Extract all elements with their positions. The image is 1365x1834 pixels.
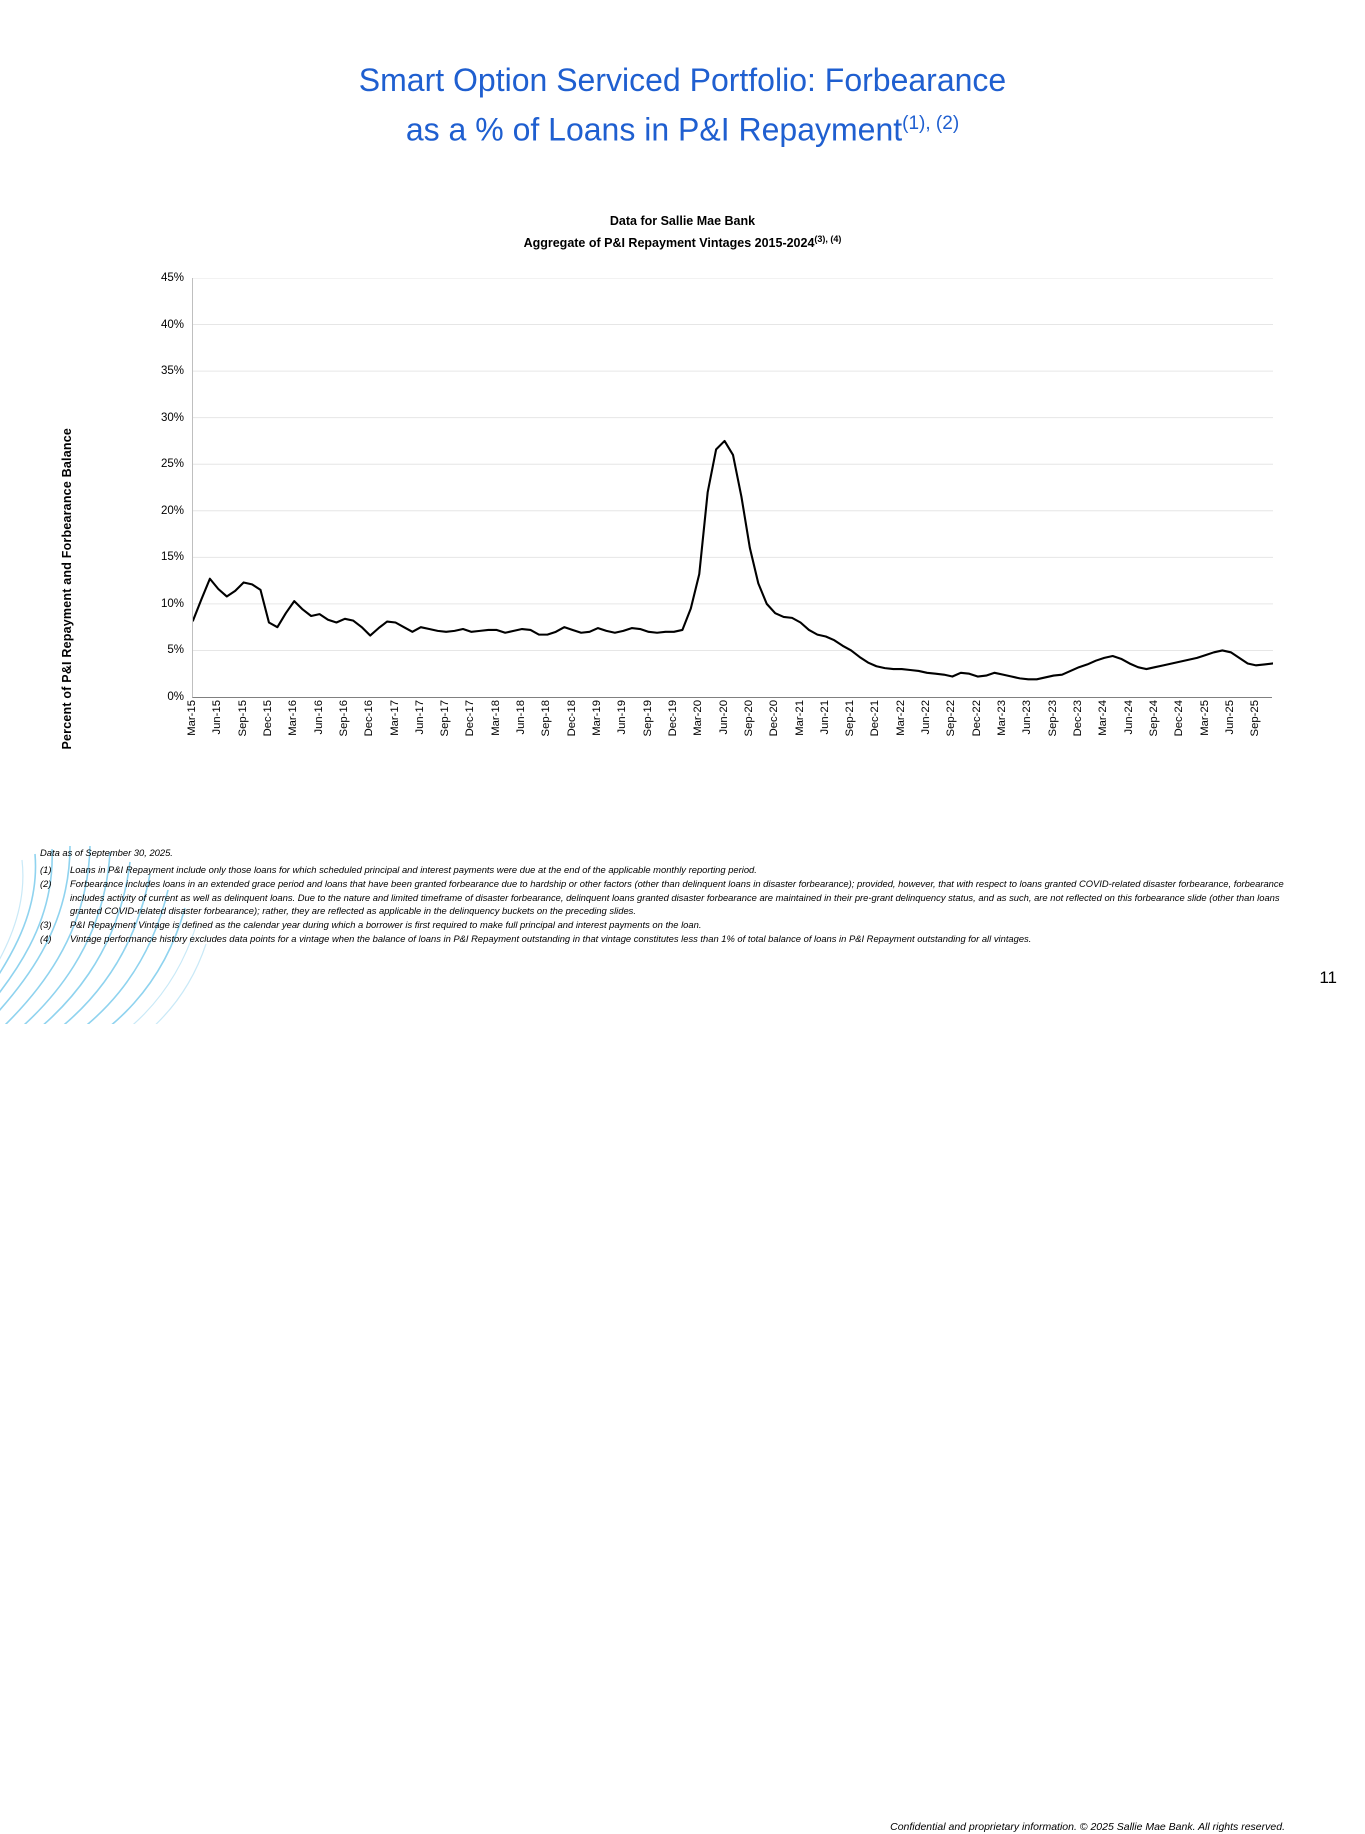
footnote-text: Forbearance includes loans in an extended grace period and loans that have been granted forbearance due to hardship or other factors (other than delinquent loans in disaster forbearance); provided, however, that with respect to loans granted COVID-related disaster forbearance, forbearance includes activity of current as well as delinquent loans. Due to the nature and limited timeframe of disaster forbearance, delinquent loans granted disaster forbearance are maintained in their pre-grant delinquency status, and as such, are not reflected on this forbearance slide (other than loans granted COVID-related disaster forbearance); rather, they are reflected as applicable in the delinquency buckets on the preceding slides. (70, 878, 1284, 916)
y-tick-label: 15% (160, 551, 184, 564)
footnote-item (40, 918, 1285, 931)
footnote-lead: Data as of September 30, 2025. (40, 847, 173, 858)
series-svg (193, 278, 1273, 697)
x-tick-label: Jun-17 (413, 700, 426, 735)
title-line-2-text: as a % of Loans in P&I Repayment (405, 111, 903, 148)
y-axis-tick-labels (130, 272, 188, 703)
x-tick-label: Dec-16 (363, 700, 376, 737)
chart-title: Data for Sallie Mae Bank (609, 214, 756, 228)
x-tick-label: Dec-17 (464, 700, 477, 737)
x-tick-label: Jun-20 (717, 700, 730, 735)
x-tick-label: Mar-22 (894, 700, 907, 736)
x-tick-label: Dec-19 (666, 700, 679, 737)
footnote-item (40, 863, 1285, 876)
x-tick-label: Sep-17 (439, 700, 452, 737)
y-tick-label: 5% (167, 644, 184, 657)
x-tick-label: Jun-16 (312, 700, 325, 735)
x-tick-label: Mar-20 (692, 700, 705, 736)
title-footnote-marker: (1), (2) (902, 113, 960, 134)
forbearance-series-line (193, 441, 1273, 679)
gridlines (193, 278, 1273, 650)
footnote-item (40, 932, 1285, 945)
x-tick-label: Mar-18 (489, 700, 502, 736)
y-tick-label: 10% (160, 597, 184, 610)
x-tick-label: Sep-25 (1249, 700, 1262, 737)
page-title (0, 58, 1365, 152)
title-line-2 (0, 102, 1365, 152)
footnote-marker: (3) (40, 919, 52, 931)
y-axis-title: Percent of P&I Repayment and Forbearance Balance (60, 428, 74, 750)
y-tick-label: 45% (160, 272, 184, 284)
x-tick-label: Dec-22 (970, 700, 983, 737)
x-tick-label: Mar-23 (996, 700, 1008, 736)
x-tick-label: Jun-18 (515, 700, 528, 735)
x-tick-label: Sep-24 (1147, 700, 1160, 737)
x-tick-label: Dec-15 (261, 700, 274, 737)
footnote-text: P&I Repayment Vintage is defined as the calendar year during which a borrower is first required to make full principal and interest payments on the loan. (70, 919, 702, 931)
x-tick-label: Jun-25 (1223, 700, 1236, 735)
y-tick-label: 0% (167, 691, 184, 703)
x-tick-label: Sep-21 (844, 700, 857, 737)
x-tick-label: Sep-20 (742, 700, 755, 737)
y-tick-label: 35% (160, 365, 184, 378)
x-tick-label: Mar-15 (186, 700, 198, 736)
x-tick-label: Dec-20 (768, 700, 781, 737)
x-tick-label: Dec-18 (565, 700, 578, 737)
chart-subtitle-row (0, 230, 1365, 252)
footnote-text: Loans in P&I Repayment include only those loans for which scheduled principal and interest payments were due at the end of the applicable monthly reporting period. (70, 864, 757, 876)
x-tick-label: Jun-15 (211, 700, 224, 735)
x-tick-label: Sep-18 (540, 700, 553, 737)
x-tick-label: Mar-16 (287, 700, 300, 736)
y-tick-label: 20% (160, 504, 184, 517)
x-axis-tick-labels (186, 700, 1272, 770)
x-tick-label: Dec-24 (1173, 700, 1186, 737)
x-tick-label: Sep-15 (236, 700, 249, 737)
x-tick-label: Dec-23 (1071, 700, 1084, 737)
footnote-marker: (2) (40, 878, 52, 890)
x-tick-label: Sep-19 (641, 700, 654, 737)
x-tick-label: Jun-23 (1021, 700, 1034, 735)
footnote-marker: (1) (40, 864, 52, 876)
x-tick-label: Sep-23 (1046, 700, 1059, 737)
x-tick-label: Mar-24 (1097, 700, 1110, 736)
x-tick-label: Mar-21 (793, 700, 806, 736)
x-tick-label: Dec-21 (869, 700, 882, 737)
x-tick-label: Sep-22 (945, 700, 958, 737)
title-line-1: Smart Option Serviced Portfolio: Forbearance (358, 62, 1007, 98)
x-tick-label: Jun-22 (920, 700, 933, 735)
y-tick-label: 25% (160, 458, 184, 471)
page-number: 11 (1319, 968, 1337, 987)
y-tick-label: 40% (160, 318, 184, 331)
chart-subtitle: Aggregate of P&I Repayment Vintages 2015-2024 (523, 236, 815, 251)
chart-heading (0, 212, 1365, 252)
x-tick-label: Jun-21 (818, 700, 831, 735)
x-tick-label: Jun-19 (616, 700, 629, 735)
x-tick-label: Jun-24 (1122, 700, 1135, 735)
x-tick-label: Mar-19 (591, 700, 603, 736)
footnote-marker: (4) (40, 933, 52, 945)
x-tick-label: Sep-16 (337, 700, 350, 737)
chart (60, 272, 1310, 768)
plot-area (192, 278, 1272, 698)
footnote-item (40, 877, 1285, 917)
x-tick-label: Mar-17 (388, 700, 401, 736)
x-tick-label: Mar-25 (1198, 700, 1211, 736)
footnotes (40, 846, 1285, 1833)
footnote-text: Vintage performance history excludes data points for a vintage when the balance of loans in P&I Repayment outstanding in that vintage constitutes less than 1% of total balance of loans in P&I Repayment outstanding for all vintages. (70, 933, 1032, 945)
confidential-notice: Confidential and proprietary information. © 2025 Sallie Mae Bank. All rights reserved. (890, 1821, 1285, 1833)
chart-subtitle-footnote-marker: (3), (4) (814, 234, 842, 244)
y-tick-label: 30% (160, 411, 184, 424)
